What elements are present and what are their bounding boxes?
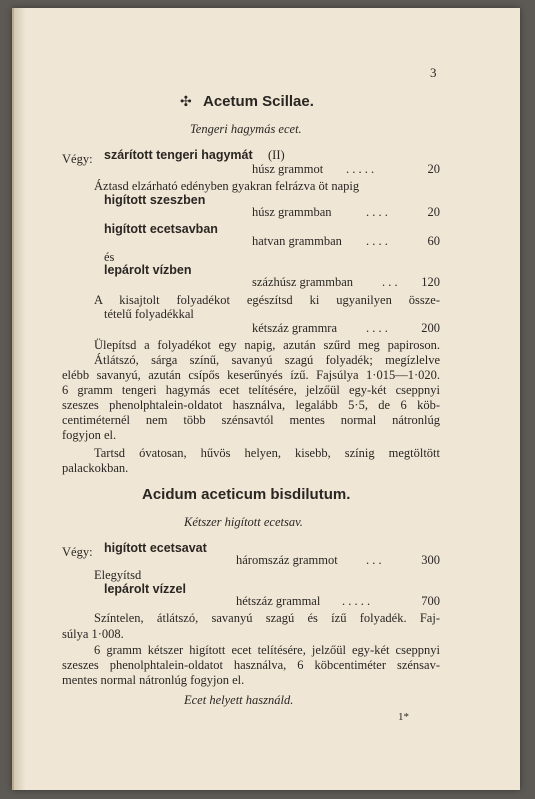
ingredient-name: higított ecetsavban: [104, 222, 218, 236]
ingredient-name: lepárolt vízben: [104, 263, 192, 277]
ingredient-value: 120: [421, 275, 440, 289]
section1-subtitle: Tengeri hagymás ecet.: [190, 122, 302, 136]
ingredient-value: 60: [427, 234, 440, 248]
paragraph-line: szeszes phenolphtalein-oldatot használva, 6 köbcentiméter szénsav-: [62, 658, 440, 672]
ingredient-name: lepárolt vízzel: [104, 582, 186, 596]
section2-title: Acidum aceticum bisdilutum.: [142, 486, 351, 503]
instruction-line: Áztasd elzárható edényben gyakran felrázva öt napig: [94, 179, 360, 193]
leader-dots: . . . .: [366, 234, 388, 248]
vegy-label-2: Végy:: [62, 545, 93, 559]
paragraph-line: 6 gramm tengeri hagymás ecet telítésére, jelzőül egy-két cseppnyi: [62, 383, 440, 397]
storage-line: Tartsd óvatosan, hűvös helyen, kisebb, színig megtöltött: [94, 446, 440, 460]
ingredient-name: higított ecetsavat: [104, 541, 207, 555]
signature-mark: 1*: [398, 711, 409, 723]
footnote: Ecet helyett használd.: [184, 693, 294, 707]
ingredient-value: 700: [421, 594, 440, 608]
ingredient-quantity: húsz grammban: [252, 205, 332, 219]
leader-dots: . . . .: [366, 205, 388, 219]
leader-dots: . . .: [382, 275, 398, 289]
conjunction: és: [104, 250, 115, 264]
paragraph-line: súlya 1·008.: [62, 627, 124, 641]
leader-dots: . . .: [366, 553, 382, 567]
ingredient-value: 300: [421, 553, 440, 567]
ingredient-quantity: hétszáz grammal: [236, 594, 321, 608]
leader-dots: . . . . .: [342, 594, 371, 608]
paragraph-line: Ülepítsd a folyadékot egy napig, azután szűrd meg papiroson.: [94, 338, 440, 352]
paragraph-line: szeszes phenolphtalein-oldatot használva, legalább 5·5, de 6 köb-: [62, 398, 440, 412]
paragraph-line: elébb savanyú, azután csípős keserűnyés ízű. Fajsúlya 1·015—1·020.: [62, 368, 440, 382]
ingredient-note: (II): [268, 148, 285, 162]
paragraph-line: mentes normal nátronlúg fogyjon el.: [62, 673, 245, 687]
cross-icon: ✣: [180, 95, 192, 110]
ingredient-quantity: háromszáz grammot: [236, 553, 338, 567]
ingredient-quantity: hatvan grammban: [252, 234, 342, 248]
ingredient-quantity: húsz grammot: [252, 162, 324, 176]
ingredient-value: 20: [427, 162, 440, 176]
instruction-line: Elegyítsd: [94, 568, 142, 582]
section2-subtitle: Kétszer higított ecetsav.: [184, 515, 303, 529]
leader-dots: . . . .: [366, 321, 388, 335]
ingredient-value: 200: [421, 321, 440, 335]
page-number: 3: [430, 65, 437, 80]
ingredient-quantity: százhúsz grammban: [252, 275, 354, 289]
ingredient-name: higított szeszben: [104, 193, 206, 207]
paragraph-line: Színtelen, átlátszó, savanyú szagú és ízű folyadék. Faj-: [94, 611, 440, 625]
ingredient-value: 20: [427, 205, 440, 219]
ingredient-name: szárított tengeri hagymát: [104, 148, 253, 162]
storage-line: palackokban.: [62, 461, 129, 475]
leader-dots: . . . . .: [346, 162, 375, 176]
vegy-label-1: Végy:: [62, 152, 93, 166]
ingredient-quantity: kétszáz grammra: [252, 321, 338, 335]
section1-title: Acetum Scillae.: [203, 93, 314, 110]
instruction-line: A kisajtolt folyadékot egészítsd ki ugyanilyen össze-: [94, 293, 440, 307]
paragraph-line: fogyjon el.: [62, 428, 117, 442]
paragraph-line: 6 gramm kétszer higított ecet telítésére, jelzőül egy-két cseppnyi: [94, 643, 440, 657]
paragraph-line: Átlátszó, sárga színű, savanyú szagú folyadék; megízlelve: [94, 353, 440, 367]
instruction-line: tételű folyadékkal: [104, 307, 194, 321]
paragraph-line: centiméternél nem több szénsavtól mentes normal nátronlúg: [62, 413, 440, 427]
